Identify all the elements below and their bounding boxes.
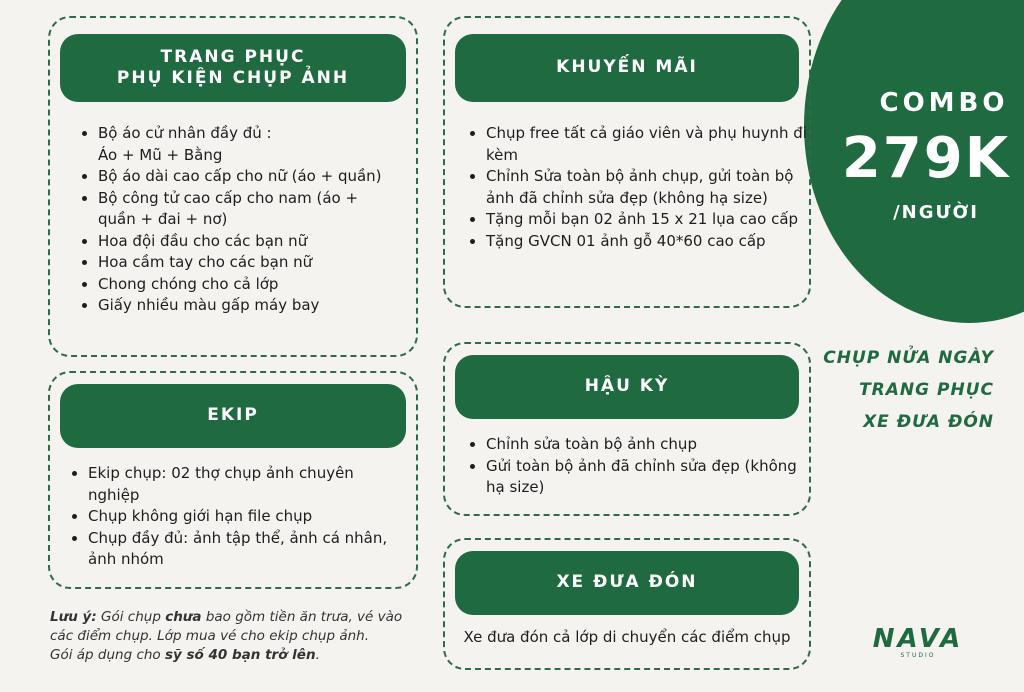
ekip-list [68,463,408,571]
costume-list [78,123,398,317]
nava-logo [862,624,974,659]
note-part2: bao gồm tiền ăn trưa, vé vào các điểm chụp. Lớp mua vé cho ekip chụp ảnh. [50,609,403,644]
list-item: • Bộ công tử cao cấp cho nam (áo + quần + đai + nơ) [98,188,398,231]
list-item: • Hoa cầm tay cho các bạn nữ [98,252,398,274]
costume-title-line2: PHỤ KIỆN CHỤP ẢNH [116,68,350,88]
list-item: • Hoa đội đầu cho các bạn nữ [98,231,398,253]
list-item: • Bộ áo cử nhân đầy đủ : Áo + Mũ + Bằng [98,123,398,166]
note-bold2: sỹ số 40 bạn trở lên [164,647,316,663]
combo-label: COMBO [879,88,1009,118]
list-item: • Chỉnh sửa toàn bộ ảnh chụp [486,434,816,456]
feature-bus: XE ĐƯA ĐÓN [863,412,994,432]
list-item: • Chụp đầy đủ: ảnh tập thể, ảnh cá nhân, ảnh nhóm [88,528,408,571]
feature-half-day: CHỤP NỬA NGÀY [823,348,994,368]
logo-main: NAVA [872,624,964,654]
note-part1: Gói chụp [96,609,166,625]
promo-list [466,123,816,252]
logo-sub: STUDIO [900,652,936,659]
list-item: • Giấy nhiều màu gấp máy bay [98,295,398,317]
list-item: • Chụp free tất cả giáo viên và phụ huynh đi kèm [486,123,816,166]
note [50,608,420,665]
list-item: • Gửi toàn bộ ảnh đã chỉnh sửa đẹp (không hạ size) [486,456,816,499]
list-item: • Ekip chụp: 02 thợ chụp ảnh chuyên nghiệp [88,463,408,506]
note-bold1: chưa [165,609,202,625]
combo-price: 279K [841,126,1011,191]
list-item: • Bộ áo dài cao cấp cho nữ (áo + quần) [98,166,398,188]
note-part4: . [315,647,320,663]
combo-badge [804,0,1024,323]
post-list [466,434,816,499]
note-label: Lưu ý: [50,609,97,625]
list-item: • Tặng GVCN 01 ảnh gỗ 40*60 cao cấp [486,231,816,253]
bus-text: Xe đưa đón cả lớp di chuyển các điểm chụp [463,628,791,646]
post-title: HẬU KỲ [455,355,799,419]
costume-title [60,34,406,102]
bus-title: XE ĐƯA ĐÓN [455,551,799,615]
combo-unit: /NGƯỜI [893,202,979,223]
note-part3: Gói áp dụng cho [50,647,165,663]
list-item: • Chỉnh Sửa toàn bộ ảnh chụp, gửi toàn bộ ảnh đã chỉnh sửa đẹp (không hạ size) [486,166,816,209]
ekip-title: EKIP [60,384,406,448]
list-item: • Tặng mỗi bạn 02 ảnh 15 x 21 lụa cao cấp [486,209,816,231]
feature-costume: TRANG PHỤC [859,380,994,400]
costume-title-line1: TRANG PHỤC [160,46,306,67]
list-item: • Chong chóng cho cả lớp [98,274,398,296]
list-item: • Chụp không giới hạn file chụp [88,506,408,528]
promo-title: KHUYẾN MÃI [455,34,799,102]
